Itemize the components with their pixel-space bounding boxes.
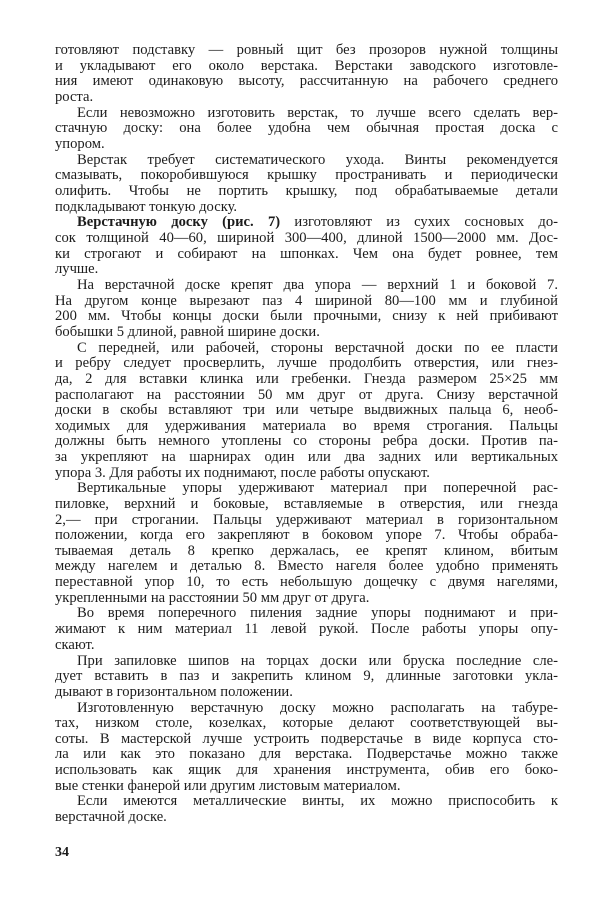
text-line: [55, 106, 558, 122]
line-text: за укрепляют на шарнирах один или два задних или вертикальных: [55, 448, 558, 465]
paragraph: [55, 106, 558, 153]
text-line: [55, 481, 558, 497]
bold-term: Верстачную доску (рис. 7): [77, 214, 281, 231]
line-text: готовляют подставку — ровный щит без прозоров нужной толщины: [55, 42, 558, 58]
line-text: укрепленными на расстоянии 50 мм друг от друга.: [55, 589, 370, 606]
line-text: тах, низком столе, козелках, которые делают соответствующей вы-: [55, 715, 558, 732]
line-text: жимают к ним материал 11 левой рукой. После работы упоры опу-: [55, 621, 558, 638]
text-line: [55, 450, 558, 466]
text-line: [55, 747, 558, 763]
line-text: Если имеются металлические винты, их можно приспособить к: [77, 793, 558, 810]
line-text: скают.: [55, 636, 95, 653]
line-text: Изготовленную верстачную доску можно располагать на табуре-: [77, 699, 558, 716]
text-line: [55, 591, 558, 607]
text-line: [55, 372, 558, 388]
line-text: стачную доску: она более удобна чем обычная простая доска с: [55, 120, 558, 137]
text-line: [55, 701, 558, 717]
text-line: [55, 685, 558, 701]
line-text: бобышки 5 длиной, равной ширине доски.: [55, 323, 320, 340]
text-line: [55, 559, 558, 575]
paragraph: [55, 341, 558, 481]
book-page-text: [55, 43, 558, 826]
line-text: использовать как ящик для хранения инструмента, обив его боко-: [55, 761, 558, 778]
line-text: и ребру следует просверлить, лучше продолбить отверстия, или гнез-: [55, 355, 558, 372]
paragraph: [55, 794, 558, 825]
text-line: [55, 544, 558, 560]
line-text: и укладывают его около верстака. Верстаки заводского изготовле-: [55, 57, 558, 74]
line-text: На верстачной доске крепят два упора — верхний 1 и боковой 7.: [77, 277, 558, 294]
paragraph: [55, 481, 558, 606]
line-text: Во время поперечного пиления задние упоры поднимают и при-: [77, 605, 558, 622]
text-line: [55, 184, 558, 200]
text-line: [55, 497, 558, 513]
line-text: тываемая деталь 8 крепко держалась, ее крепят клином, вбитым: [55, 542, 558, 559]
line-text: 200 мм. Чтобы концы доски были прочными, снизу к ней прибивают: [55, 308, 558, 325]
text-line: [55, 513, 558, 529]
line-text: переставной упор 10, то есть небольшую дощечку с двумя нагелями,: [55, 573, 558, 590]
text-line: [55, 419, 558, 435]
line-text: верстачной доске.: [55, 809, 167, 826]
line-text: лучше.: [55, 261, 99, 278]
line-text: изготовляют из сухих сосновых до-: [280, 214, 558, 231]
line-text: смазывать, покоробившуюся крышку пространивать и периодически: [55, 167, 558, 184]
text-line: [55, 810, 558, 826]
text-line: [55, 638, 558, 654]
text-line: [55, 309, 558, 325]
line-text: упора 3. Для работы их поднимают, после работы опускают.: [55, 464, 430, 481]
text-line: [55, 794, 558, 810]
line-text: располагают на расстоянии 50 мм друг от друга. Снизу верстачной: [55, 386, 558, 403]
text-line: [55, 403, 558, 419]
line-text: 2,— при строгании. Пальцы удерживают материал в горизонтальном: [55, 511, 558, 528]
line-text: сок толщиной 40—60, шириной 300—400, длиной 1500—2000 мм. Дос-: [55, 230, 558, 247]
text-line: [55, 575, 558, 591]
line-text: доски в скобы вставляют три или четыре выдвижных пальца 6, необ-: [55, 402, 558, 419]
line-text: олифить. Чтобы не портить крышку, под обрабатываемые детали: [55, 182, 558, 199]
line-text: положении, когда его закрепляют в боковом упоре 7. Чтобы обраба-: [55, 527, 558, 544]
text-line: [55, 231, 558, 247]
text-line: [55, 356, 558, 372]
text-line: [55, 278, 558, 294]
line-text: соты. В мастерской лучше устроить подверстачье в виде корпуса сто-: [55, 730, 558, 747]
paragraph: [55, 278, 558, 340]
text-line: [55, 434, 558, 450]
text-line: [55, 137, 558, 153]
paragraph: [55, 153, 558, 215]
paragraph: [55, 606, 558, 653]
line-text: да, 2 для вставки клинка или гребенки. Гнезда размером 25×25 мм: [55, 370, 558, 387]
line-text: роста.: [55, 88, 94, 105]
text-line: [55, 121, 558, 137]
text-line: [55, 388, 558, 404]
text-line: [55, 622, 558, 638]
text-line: [55, 716, 558, 732]
text-line: [55, 732, 558, 748]
text-line: [55, 168, 558, 184]
text-line: [55, 466, 558, 482]
line-text: между нагелем и деталью 8. Вместо нагеля более удобно применять: [55, 558, 558, 575]
text-line: [55, 262, 558, 278]
text-line: [55, 528, 558, 544]
line-text: ки строгают и собирают на шпонках. Чем она будет ровнее, тем: [55, 245, 558, 262]
line-text: Верстак требует систематического ухода. Винты рекомендуется: [77, 151, 558, 168]
text-line: [55, 654, 558, 670]
text-line: [55, 606, 558, 622]
line-text: дывают в горизонтальном положении.: [55, 683, 293, 700]
line-text: ходимых для удерживания материала во время строгания. Пальцы: [55, 417, 558, 434]
paragraph: [55, 43, 558, 105]
line-text: С передней, или рабочей, стороны верстачной доски по ее пласти: [77, 339, 558, 356]
line-text: пиловке, верхний и боковые, вставляемые в отверстия, или гнезда: [55, 496, 558, 512]
text-line: [55, 294, 558, 310]
line-text: Если невозможно изготовить верстак, то лучше всего сделать вер-: [77, 104, 558, 121]
paragraph: [55, 654, 558, 701]
text-line: [55, 200, 558, 216]
text-line: [55, 779, 558, 795]
text-line: [55, 59, 558, 75]
page-number: 34: [55, 845, 69, 860]
line-text: ния имеют одинаковую высоту, рассчитанную на рабочего среднего: [55, 73, 558, 90]
text-line: [55, 763, 558, 779]
line-text: При запиловке шипов на торцах доски или бруска последние сле-: [77, 652, 558, 669]
line-text: упором.: [55, 135, 105, 152]
line-text: дует вставить в паз и закрепить клином 9, длинные заготовки укла-: [55, 668, 558, 685]
line-text: Вертикальные упоры удерживают материал при поперечной рас-: [77, 480, 558, 497]
line-text: должны быть немного утоплены со стороны ребра доски. Против па-: [55, 433, 558, 450]
text-line: [55, 43, 558, 59]
line-text: вые стенки фанерой или другим листовым материалом.: [55, 777, 401, 794]
line-text: подкладывают тонкую доску.: [55, 198, 238, 215]
text-line: [55, 215, 558, 231]
text-line: [55, 90, 558, 106]
text-line: [55, 325, 558, 341]
paragraph: [55, 701, 558, 795]
paragraph: [55, 215, 558, 277]
line-text: ла или как это показано для верстака. Подверстачье можно также: [55, 746, 558, 763]
text-line: [55, 153, 558, 169]
text-line: [55, 669, 558, 685]
line-text: На другом конце вырезают паз 4 шириной 80—100 мм и глубиной: [55, 292, 558, 309]
text-line: [55, 341, 558, 357]
text-line: [55, 74, 558, 90]
text-line: [55, 247, 558, 263]
